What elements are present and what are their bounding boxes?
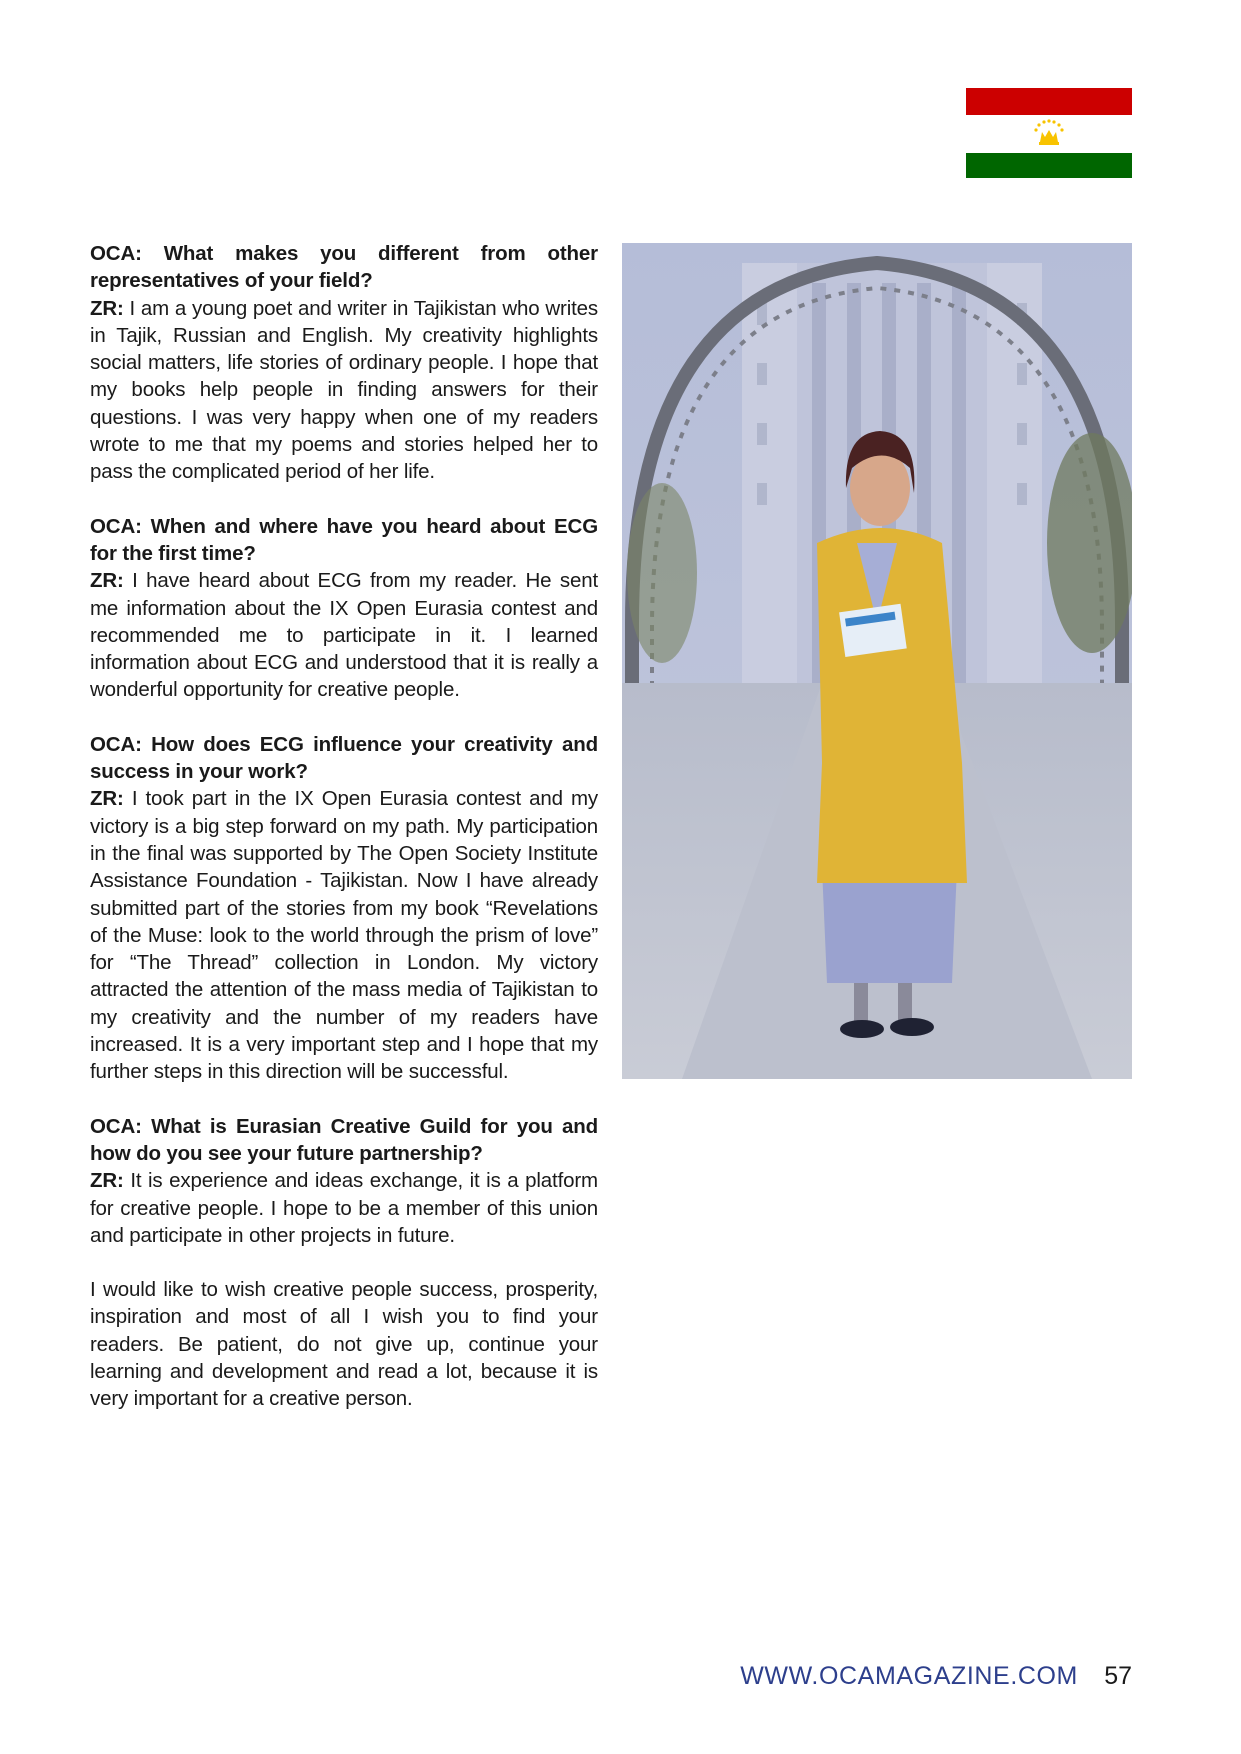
portrait-photo [622,243,1132,1079]
answer: I took part in the IX Open Eurasia contest and my victory is a big step forward on my path. My participation in the final was supported by The Open Society Institute Assistance Foundation - Tajikistan. Now I have already submitted part of the stories from my book “Revelations of the Muse: look to the world through the prism of love” for “The Thread” collection in London. My victory attracted the attention of the mass media of Tajikistan to my creativity and the number of my readers have increased. It is a very important step and I hope that my further steps in this direction will be successful. [90,787,598,1084]
question: OCA: What is Eurasian Creative Guild for you and how do you see your future partnership? [90,1114,598,1165]
answer-label: ZR: [90,296,124,320]
page-number: 57 [1104,1662,1132,1690]
article-text [90,240,598,1413]
answer: I have heard about ECG from my reader. He sent me information about the IX Open Eurasia contest and recommended me to participate in it. I learned information about ECG and understood that it is really a wonderful opportunity for creative people. [90,569,598,702]
website-url[interactable]: WWW.OCAMAGAZINE.COM [740,1662,1078,1690]
answer-label: ZR: [90,1169,124,1193]
closing-paragraph: I would like to wish creative people success, prosperity, inspiration and most of all I wish you to find your readers. Be patient, do not give up, continue your learning and development and read a lot, because it is very important for a creative person. [90,1278,598,1411]
answer: It is experience and ideas exchange, it is a platform for creative people. I hope to be a member of this union and participate in other projects in future. [90,1169,598,1247]
qa-item [90,240,598,486]
question: OCA: What makes you different from other representatives of your field? [90,242,598,293]
answer-label: ZR: [90,787,124,811]
question: OCA: When and where have you heard about ECG for the first time? [90,514,598,565]
qa-item [90,513,598,704]
qa-item [90,1113,598,1249]
tajikistan-flag-icon [966,88,1132,178]
question: OCA: How does ECG influence your creativity and success in your work? [90,732,598,784]
answer-label: ZR: [90,569,124,593]
answer: I am a young poet and writer in Tajikistan who writes in Tajik, Russian and English. My creativity highlights social matters, life stories of ordinary people. I hope that my books help people in finding answers for their questions. I was very happy when one of my readers wrote to me that my poems and stories helped her to pass the complicated period of her life. [90,296,598,484]
qa-item [90,731,598,1086]
